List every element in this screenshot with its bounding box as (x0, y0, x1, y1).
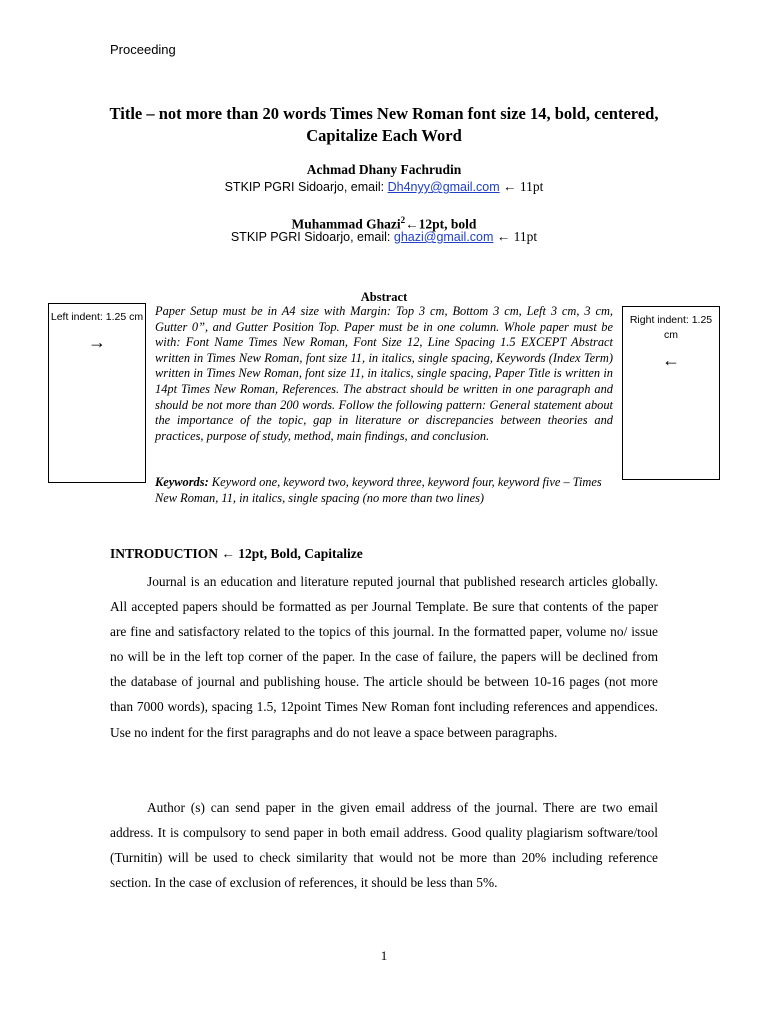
author-2-affiliation (130, 228, 638, 246)
author-2-superscript: 2 (400, 215, 406, 225)
author-1-name-text: Achmad Dhany Fachrudin (306, 162, 462, 177)
author-1-affiliation (130, 178, 638, 196)
author-1-affil-note: ← 11pt (499, 179, 544, 194)
keywords-line (155, 475, 613, 506)
right-indent-label: Right indent: 1.25 cm (629, 314, 713, 341)
introduction-heading: INTRODUCTION ← 12pt, Bold, Capitalize (110, 546, 363, 561)
introduction-paragraph-2: Author (s) can send paper in the given email address of the journal. There are two email address. It is compulsory to send paper in both email address. Good quality plagiarism software/tool (Turnitin) will be used to check similarity that would not be more than 20% including reference section. In the case of exclusion of references, it should be less than 5%. (110, 800, 658, 891)
arrow-left-icon: ← (662, 350, 680, 370)
author-1-email-link[interactable]: Dh4nyy@gmail.com (387, 180, 500, 194)
author-2-affil-note: ← 11pt (493, 229, 538, 244)
author-2-name-note: ←12pt, bold (405, 216, 477, 232)
author-2-affil-prefix: STKIP PGRI Sidoarjo, email: (230, 230, 394, 244)
abstract-heading: Abstract (360, 290, 408, 304)
introduction-paragraph-1: Journal is an education and literature reputed journal that published research articles globally. All accepted papers should be formatted as per Journal Template. Be sure that contents of the paper are fine and satisfactory related to the topics of this journal. In the formatted paper, volume no/ issue no will be in the left top corner of the paper. In the case of failure, the papers will be declined from the database of journal and publishing house. The article should be between 10-16 pages (not more than 7000 words), spacing 1.5, 12point Times New Roman font including references and appendices. Use no indent for the first paragraphs and do not leave a space between paragraphs. (110, 574, 658, 740)
author-2-email-link[interactable]: ghazi@gmail.com (393, 230, 494, 244)
author-1-name (130, 161, 638, 179)
arrow-right-icon: → (88, 332, 106, 352)
author-1-affil-prefix: STKIP PGRI Sidoarjo, email: (224, 180, 388, 194)
left-indent-label: Left indent: 1.25 cm (50, 311, 144, 323)
paper-title: Title – not more than 20 words Times New Roman font size 14, bold, centered, Capitalize Each Word (109, 104, 659, 145)
running-header: Proceeding (110, 42, 176, 57)
keywords-label: Keywords: (155, 475, 209, 489)
right-indent-callout (622, 306, 720, 480)
page-number: 1 (380, 948, 388, 963)
abstract-body: Paper Setup must be in A4 size with Margin: Top 3 cm, Bottom 3 cm, Left 3 cm, 3 cm, Gutter 0”, and Gutter Position Top. Paper must be in one column. Whole paper must be with: Font Name Times New Roman, Font Size 12, Line Spacing 1.5 EXCEPT Abstract written in Times New Roman, font size 11, in italics, single spacing, Keywords (Index Term) written in Times New Roman, font size 11, in italics, single spacing, Paper Title is written in 14pt Times New Roman, References. The abstract should be written in one paragraph and should be not more than 200 words. Follow the following pattern: General statement about the importance of the topic, gap in literature or discrepancies between theories and practices, purpose of study, method, main findings, and conclusion. (155, 304, 613, 443)
author-2-name-text: Muhammad Ghazi (291, 216, 401, 232)
left-indent-callout (48, 303, 146, 483)
keywords-text: Keyword one, keyword two, keyword three, keyword four, keyword five – Times New Roman, 11, in italics, single spacing (no more than two lines) (155, 475, 602, 505)
